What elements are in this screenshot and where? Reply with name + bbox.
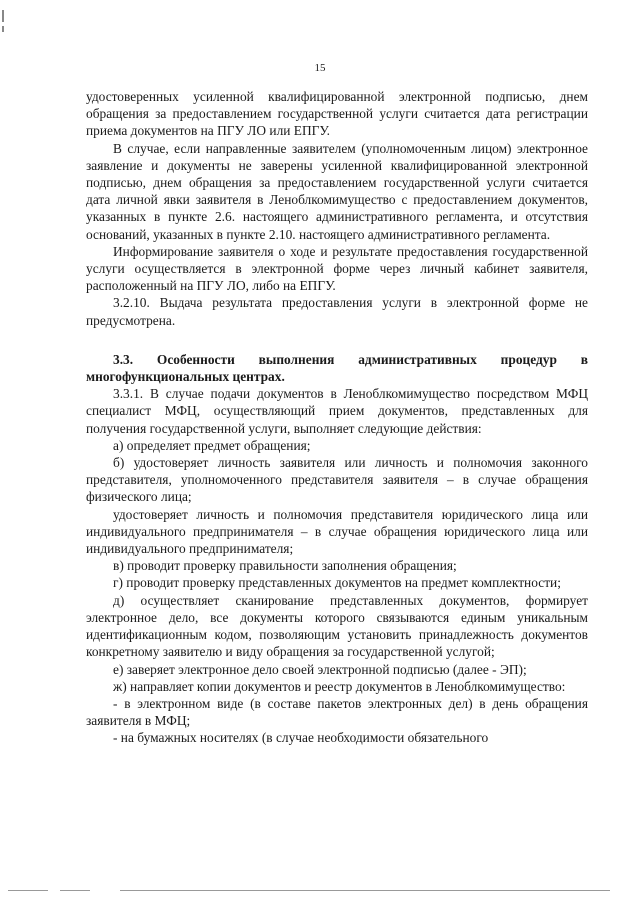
document-body <box>86 88 588 747</box>
scan-bottom-line <box>60 890 90 891</box>
paragraph: Информирование заявителя о ходе и результате предоставления государственной услуги осуществляется в электронной форме через личный кабинет заявителя, расположенный на ПГУ ЛО, либо на ЕПГУ. <box>86 243 588 294</box>
list-item: - на бумажных носителях (в случае необходимости обязательного <box>113 730 489 746</box>
paragraph: удостоверяет личность и полномочия представителя юридического лица или индивидуального предпринимателя – в случае обращения юридического лица или индивидуального предпринимателя; <box>86 506 588 557</box>
scan-bottom-line <box>8 890 48 891</box>
paragraph: 3.2.10. Выдача результата предоставления услуги в электронной форме не предусмотрена. <box>86 295 588 328</box>
list-item: - в электронном виде (в составе пакетов электронных дел) в день обращения заявителя в МФЦ; <box>86 695 588 729</box>
list-item: в) проводит проверку правильности заполнения обращения; <box>113 558 457 574</box>
list-item: ж) направляет копии документов и реестр документов в Леноблкомимущество: <box>113 678 566 694</box>
section-gap <box>86 329 588 351</box>
page-number: 15 <box>314 62 326 74</box>
paragraph: В случае, если направленные заявителем (уполномоченным лицом) электронное заявление и документы не заверены усиленной квалифицированной электронной подписью, днем обращения за предоставлением государственной услуги считается дата личной явки заявителя в Леноблкомимущество с предоставлением документов, указанных в пункте 2.6. настоящего административного регламента, и отсутствия оснований, указанных в пункте 2.10. настоящего административного регламента. <box>86 140 588 242</box>
list-item: г) проводит проверку представленных документов на предмет комплектности; <box>113 575 561 591</box>
scan-edge-mark <box>2 26 4 32</box>
list-item: б) удостоверяет личность заявителя или личность и полномочия законного представителя, уполномоченного представителя заявителя – в случае обращения физического лица; <box>86 455 588 505</box>
section-heading: 3.3. Особенности выполнения административных процедур в многофункциональных центрах. <box>86 351 588 385</box>
scan-edge-mark <box>2 10 4 22</box>
list-item: д) осуществляет сканирование представленных документов, формирует электронное дело, все документы которого связываются единым уникальным идентификационным кодом, позволяющим установить принадлежность документов конкретному заявителю и виду обращения за государственной услугой; <box>86 592 588 660</box>
paragraph: 3.3.1. В случае подачи документов в Леноблкомимущество посредством МФЦ специалист МФЦ, осуществляющий прием документов, представленных для получения государственной услуги, выполняет следующие действия: <box>86 386 588 436</box>
scan-bottom-line <box>120 890 610 891</box>
paragraph: удостоверенных усиленной квалифицированной электронной подписью, днем обращения за предоставлением государственной услуги считается дата регистрации приема документов на ПГУ ЛО или ЕПГУ. <box>86 89 588 139</box>
list-item: е) заверяет электронное дело своей электронной подписью (далее - ЭП); <box>113 661 527 677</box>
list-item: а) определяет предмет обращения; <box>113 437 311 453</box>
